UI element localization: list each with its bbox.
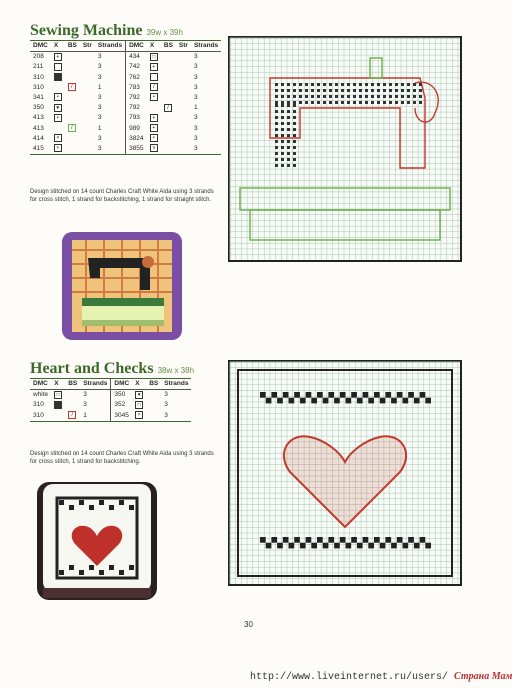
key-cell: 1 xyxy=(97,124,102,132)
key-cell xyxy=(51,124,65,134)
header-dmc: DMC xyxy=(126,41,147,52)
key-cell: 3 xyxy=(193,73,198,81)
key-cell: 3 xyxy=(83,391,87,399)
key-cell xyxy=(132,390,146,401)
key-cell xyxy=(176,73,191,83)
key-cell xyxy=(80,124,95,134)
key-cell xyxy=(161,113,176,123)
key-cell xyxy=(161,83,176,93)
key-cell xyxy=(65,124,80,134)
table-row xyxy=(30,400,191,410)
key-cell xyxy=(161,144,176,155)
key-cell xyxy=(65,103,80,113)
blank-symbol-icon xyxy=(150,73,158,81)
key-cell xyxy=(51,400,65,410)
header-bs: BS xyxy=(65,41,80,52)
key-cell: 352 xyxy=(111,400,132,410)
key-cell: 3 xyxy=(193,144,198,152)
key-cell: 3 xyxy=(97,104,102,112)
key-cell: 1 xyxy=(193,104,198,112)
key-cell xyxy=(65,400,80,410)
key-cell xyxy=(147,83,161,93)
key-cell xyxy=(146,411,161,422)
header-bs: BS xyxy=(65,379,80,390)
dot-symbol-icon: • xyxy=(54,114,62,122)
key-cell xyxy=(51,390,65,401)
table-row xyxy=(30,93,221,103)
blank-symbol-icon xyxy=(54,63,62,71)
key-cell xyxy=(161,103,176,113)
header-x: X xyxy=(51,379,65,390)
key-cell: 3 xyxy=(97,73,102,81)
key-cell xyxy=(161,124,176,134)
key-cell: 3 xyxy=(193,124,198,132)
key-cell: 3824 xyxy=(126,134,147,144)
key-cell: 3 xyxy=(164,401,168,409)
key-cell xyxy=(176,144,191,155)
key-cell xyxy=(176,52,191,63)
key-cell xyxy=(176,113,191,123)
key-cell xyxy=(51,134,65,144)
slash-symbol-icon: / xyxy=(164,104,172,112)
key-cell xyxy=(51,113,65,123)
red-symbol-icon: / xyxy=(68,83,76,91)
key-cell xyxy=(147,103,161,113)
box-symbol-icon: □ xyxy=(135,401,143,409)
header-x: X xyxy=(147,41,161,52)
key-cell: 3 xyxy=(193,94,198,102)
table-row xyxy=(30,144,221,155)
key-cell xyxy=(51,73,65,83)
key-cell: 414 xyxy=(33,134,44,142)
key-cell xyxy=(176,124,191,134)
key-cell: 793 xyxy=(126,113,147,123)
heart-shape xyxy=(284,436,406,527)
key-cell xyxy=(51,62,65,72)
watermark-url: http://www.liveinternet.ru/users/ xyxy=(250,672,449,683)
table-row xyxy=(30,73,221,83)
dot-symbol-icon: • xyxy=(54,93,62,101)
key-cell: 792 xyxy=(126,93,147,103)
table-row xyxy=(30,124,221,134)
table-row xyxy=(30,411,191,422)
key-cell xyxy=(176,93,191,103)
x-symbol-icon: × xyxy=(135,411,143,419)
key-cell xyxy=(146,390,161,401)
key-cell: 3045 xyxy=(111,411,132,422)
key-cell xyxy=(51,103,65,113)
key-cell xyxy=(147,52,161,63)
x-symbol-icon: × xyxy=(54,134,62,142)
key-cell xyxy=(80,93,95,103)
sewing-machine-title: Sewing Machine 39w x 39h xyxy=(30,22,183,39)
key-cell xyxy=(65,113,80,123)
key-cell xyxy=(161,52,176,63)
heart-and-checks-note: Design stitched on 14 count Charles Craft White Aida using 3 strands for cross stitch, 1 strand for backstitching. xyxy=(30,451,214,465)
key-cell: 3 xyxy=(83,401,87,409)
header-str: Str xyxy=(80,41,95,52)
sewing-machine-color-key xyxy=(30,40,221,155)
key-cell xyxy=(65,134,80,144)
key-cell: 208 xyxy=(33,53,44,61)
green-symbol-icon: / xyxy=(68,124,76,132)
key-cell: 350 xyxy=(33,104,44,112)
dot-symbol-icon: • xyxy=(54,144,62,152)
key-cell: 3 xyxy=(164,391,168,399)
heart-and-checks-dimensions: 38w x 38h xyxy=(157,366,195,375)
header-strands: Strands xyxy=(191,41,221,52)
table-row xyxy=(30,134,221,144)
key-cell: 3 xyxy=(97,134,102,142)
key-cell xyxy=(147,144,161,155)
sewing-machine-pattern-chart xyxy=(228,36,462,262)
header-bs: BS xyxy=(161,41,176,52)
key-cell: 310 xyxy=(33,401,44,409)
key-cell xyxy=(65,73,80,83)
key-cell: 3 xyxy=(97,144,102,152)
key-cell: 3 xyxy=(193,83,198,91)
key-cell: 3 xyxy=(97,63,102,71)
key-cell: 3 xyxy=(193,53,198,61)
heart-symbol-icon: ♥ xyxy=(54,104,62,112)
key-cell xyxy=(80,134,95,144)
key-cell xyxy=(80,52,95,63)
v-symbol-icon: v xyxy=(150,144,158,152)
key-cell xyxy=(80,103,95,113)
sewing-machine-dimensions: 39w x 39h xyxy=(146,28,183,37)
sewing-machine-pillow-photo xyxy=(60,228,185,343)
key-cell xyxy=(161,134,176,144)
key-cell xyxy=(65,52,80,63)
color-key-header xyxy=(30,379,191,390)
key-cell xyxy=(65,411,80,422)
key-cell xyxy=(80,113,95,123)
plus-symbol-icon: + xyxy=(150,114,158,122)
color-key-header xyxy=(30,41,221,52)
key-cell xyxy=(176,83,191,93)
heart-and-checks-title: Heart and Checks 38w x 38h xyxy=(30,360,195,377)
key-cell xyxy=(80,144,95,155)
machine-base xyxy=(240,188,450,210)
box-symbol-icon: □ xyxy=(54,391,62,399)
key-cell xyxy=(80,73,95,83)
key-cell xyxy=(65,390,80,401)
heart-pillow-photo xyxy=(35,478,160,603)
table-row xyxy=(30,103,221,113)
header-x: X xyxy=(132,379,146,390)
key-cell xyxy=(51,83,65,93)
key-cell: 1 xyxy=(83,411,87,419)
key-cell xyxy=(132,400,146,410)
key-cell: 762 xyxy=(126,73,147,83)
key-cell: 211 xyxy=(33,63,44,71)
plus-symbol-icon: + xyxy=(150,124,158,132)
key-cell xyxy=(161,73,176,83)
key-cell xyxy=(51,93,65,103)
key-cell: 742 xyxy=(126,62,147,72)
key-cell xyxy=(147,62,161,72)
key-cell xyxy=(65,93,80,103)
header-dmc: DMC xyxy=(111,379,132,390)
key-cell xyxy=(132,411,146,422)
header-strands: Strands xyxy=(80,379,111,390)
key-cell: 3 xyxy=(97,53,102,61)
key-cell xyxy=(176,103,191,113)
slash-symbol-icon: / xyxy=(150,83,158,91)
key-cell: 3855 xyxy=(126,144,147,155)
header-dmc: DMC xyxy=(30,379,51,390)
table-row xyxy=(30,390,191,401)
key-cell xyxy=(176,134,191,144)
key-cell: 350 xyxy=(111,390,132,401)
key-cell xyxy=(51,52,65,63)
key-cell: 3 xyxy=(164,411,168,419)
watermark xyxy=(250,671,512,683)
key-cell: 310 xyxy=(33,73,44,81)
key-cell: 310 xyxy=(33,411,44,419)
table-row xyxy=(30,113,221,123)
dark-symbol-icon xyxy=(54,401,62,409)
key-cell: 792 xyxy=(126,103,147,113)
key-cell xyxy=(147,93,161,103)
key-cell: 989 xyxy=(126,124,147,134)
key-cell: 415 xyxy=(33,144,44,152)
table-row xyxy=(30,83,221,93)
table-row xyxy=(30,62,221,72)
dark-symbol-icon xyxy=(54,73,62,81)
header-strands: Strands xyxy=(95,41,126,52)
header-dmc: DMC xyxy=(30,41,51,52)
table-row xyxy=(30,52,221,63)
key-cell: white xyxy=(33,391,49,399)
dot-symbol-icon: • xyxy=(150,93,158,101)
key-cell xyxy=(146,400,161,410)
key-cell xyxy=(161,62,176,72)
key-cell: 3 xyxy=(97,94,102,102)
header-str: Str xyxy=(176,41,191,52)
key-cell: 3 xyxy=(193,134,198,142)
heart-symbol-icon: ♥ xyxy=(135,391,143,399)
key-cell: 413 xyxy=(33,114,44,122)
sewing-machine-note: Design stitched on 14 count Charles Craft White Aida using 3 strands for cross stitch, 1 strand for backstitching, 1 strand for straight stitch. xyxy=(30,189,214,203)
heart-and-checks-color-key xyxy=(30,378,191,422)
plus-symbol-icon: + xyxy=(54,53,62,61)
key-cell: 3 xyxy=(193,114,198,122)
key-cell: 341 xyxy=(33,94,44,102)
key-cell: 783 xyxy=(126,83,147,93)
header-strands: Strands xyxy=(161,379,191,390)
red-symbol-icon: / xyxy=(68,411,76,419)
key-cell xyxy=(51,144,65,155)
header-bs: BS xyxy=(146,379,161,390)
key-cell xyxy=(51,411,65,422)
key-cell: 413 xyxy=(33,124,44,132)
key-cell xyxy=(147,73,161,83)
key-cell: 434 xyxy=(126,52,147,63)
key-cell xyxy=(147,134,161,144)
key-cell: 1 xyxy=(97,83,102,91)
key-cell xyxy=(65,144,80,155)
key-cell xyxy=(176,62,191,72)
key-cell xyxy=(65,62,80,72)
plus-symbol-icon: + xyxy=(150,63,158,71)
key-cell xyxy=(80,62,95,72)
heart-and-checks-pattern-chart xyxy=(228,360,462,586)
key-cell xyxy=(65,83,80,93)
dot-symbol-icon: • xyxy=(150,134,158,142)
key-cell: 3 xyxy=(193,63,198,71)
header-x: X xyxy=(51,41,65,52)
key-cell xyxy=(161,93,176,103)
watermark-brand: Страна Мам xyxy=(454,671,512,682)
box-symbol-icon: □ xyxy=(150,53,158,61)
key-cell xyxy=(147,113,161,123)
key-cell xyxy=(147,124,161,134)
key-cell: 3 xyxy=(97,114,102,122)
key-cell: 310 xyxy=(33,83,44,91)
key-cell xyxy=(80,83,95,93)
page-number: 30 xyxy=(244,620,253,629)
